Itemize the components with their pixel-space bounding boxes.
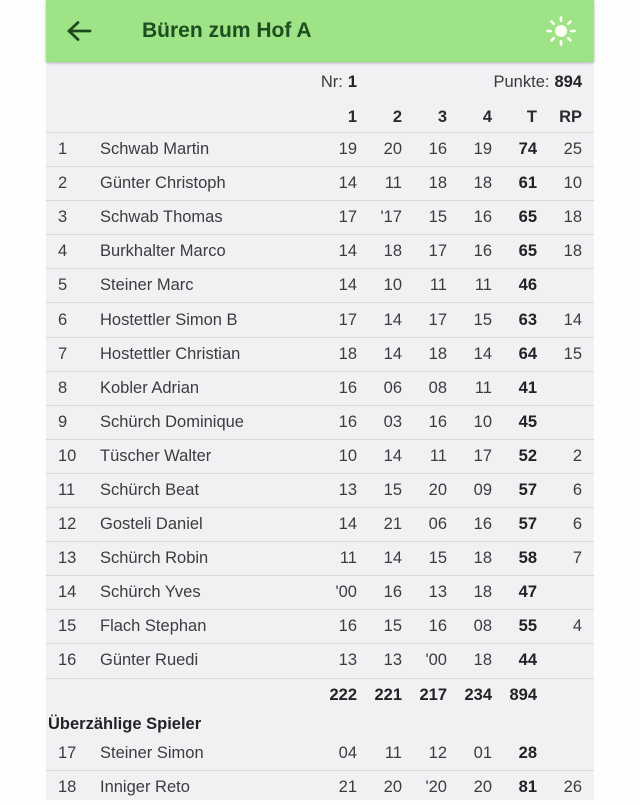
round-3-score: 15	[428, 208, 447, 227]
brightness-button[interactable]	[543, 13, 579, 49]
app-window	[46, 0, 594, 800]
round-1-score: 13	[338, 480, 357, 499]
total-score: 47	[518, 583, 537, 602]
player-name: Inniger Reto	[100, 778, 190, 797]
round-1-score: 04	[338, 743, 357, 762]
column-header-4: 4	[482, 107, 492, 126]
total-score: 57	[518, 480, 537, 499]
round-2-score: 15	[383, 617, 402, 636]
table-row	[46, 474, 594, 508]
player-name: Schürch Robin	[100, 549, 209, 568]
round-2-score: 06	[383, 378, 402, 397]
round-4-score: 01	[473, 743, 492, 762]
player-name: Schürch Dominique	[100, 412, 244, 431]
round-1-score: '00	[335, 583, 357, 602]
totals-row	[46, 679, 594, 712]
round-2-score: '17	[380, 208, 402, 227]
column-header-3: 3	[437, 107, 447, 126]
round-2-score: 14	[383, 310, 402, 329]
total-score: 55	[518, 617, 537, 636]
sun-icon	[544, 14, 578, 48]
nr-field	[58, 73, 357, 92]
total-score: 63	[518, 310, 537, 329]
table-row	[46, 201, 594, 235]
total-score: 61	[518, 174, 537, 193]
round-4-score: 20	[473, 778, 492, 797]
round-3-score: 16	[428, 140, 447, 159]
total-score: 46	[518, 276, 537, 295]
player-name: Hostettler Simon B	[100, 310, 238, 329]
column-header-rp: RP	[559, 107, 582, 126]
rp-score: 15	[563, 344, 582, 363]
app-bar	[46, 0, 594, 62]
round-1-score: 14	[338, 515, 357, 534]
player-name: Gosteli Daniel	[100, 515, 203, 534]
round-2-score: 11	[384, 743, 402, 762]
round-2-score: 16	[383, 583, 402, 602]
nr-value: 1	[347, 72, 357, 91]
rp-score: 10	[563, 174, 582, 193]
round-4-score: 15	[473, 310, 492, 329]
round-2-score: 20	[383, 140, 402, 159]
table-row	[46, 610, 594, 644]
table-row	[46, 269, 594, 303]
total-score: 57	[518, 515, 537, 534]
round-4-score: 17	[473, 446, 492, 465]
total-round-3: 217	[419, 685, 447, 704]
round-4-score: 11	[474, 378, 492, 397]
player-rank: 17	[58, 743, 77, 762]
round-2-score: 10	[383, 276, 402, 295]
round-4-score: 09	[473, 480, 492, 499]
round-3-score: 16	[428, 412, 447, 431]
round-3-score: '20	[425, 778, 447, 797]
rp-score: 14	[563, 310, 582, 329]
table-row	[46, 737, 594, 771]
round-4-score: 18	[473, 651, 492, 670]
table-row	[46, 440, 594, 474]
total-score: 58	[518, 549, 537, 568]
total-score: 64	[518, 344, 537, 363]
extra-player-list	[46, 737, 594, 805]
round-2-score: 14	[383, 549, 402, 568]
page-title: Büren zum Hof A	[142, 19, 312, 42]
player-rank: 10	[58, 446, 77, 465]
round-1-score: 16	[338, 412, 357, 431]
round-4-score: 08	[473, 617, 492, 636]
player-name: Schürch Yves	[100, 583, 201, 602]
player-name: Günter Christoph	[100, 174, 226, 193]
round-2-score: 15	[383, 480, 402, 499]
round-3-score: 20	[428, 480, 447, 499]
player-name: Schwab Martin	[100, 140, 210, 159]
round-1-score: 13	[338, 651, 357, 670]
player-name: Kobler Adrian	[100, 378, 200, 397]
round-1-score: 11	[339, 549, 357, 568]
info-row	[46, 62, 594, 102]
player-rank: 11	[58, 480, 76, 499]
round-3-score: 16	[428, 617, 447, 636]
round-3-score: 11	[429, 446, 447, 465]
round-4-score: 18	[473, 174, 492, 193]
player-rank: 12	[58, 515, 77, 534]
round-2-score: 20	[383, 778, 402, 797]
total-round-4: 234	[464, 685, 492, 704]
rp-score: 18	[563, 242, 582, 261]
table-row	[46, 235, 594, 269]
table-row	[46, 576, 594, 610]
table-row	[46, 372, 594, 406]
player-list	[46, 133, 594, 679]
back-button[interactable]	[64, 16, 94, 46]
table-row	[46, 303, 594, 337]
player-name: Schwab Thomas	[100, 208, 223, 227]
round-2-score: 18	[383, 242, 402, 261]
punkte-field	[357, 73, 582, 92]
table-row	[46, 644, 594, 678]
total-score: 65	[518, 208, 537, 227]
round-1-score: 21	[338, 778, 357, 797]
player-rank: 2	[58, 174, 68, 193]
round-3-score: 06	[428, 515, 447, 534]
table-row	[46, 338, 594, 372]
total-score: 45	[518, 412, 537, 431]
round-1-score: 18	[338, 344, 357, 363]
round-1-score: 10	[338, 446, 357, 465]
round-3-score: 12	[428, 743, 447, 762]
player-name: Hostettler Christian	[100, 344, 241, 363]
rp-score: 18	[563, 208, 582, 227]
round-1-score: 16	[338, 617, 357, 636]
player-rank: 8	[58, 378, 68, 397]
player-rank: 14	[58, 583, 77, 602]
grand-total: 894	[509, 685, 537, 704]
round-3-score: 17	[428, 242, 447, 261]
round-2-score: 21	[383, 515, 402, 534]
round-4-score: 18	[473, 549, 492, 568]
table-row	[46, 542, 594, 576]
round-3-score: 08	[428, 378, 447, 397]
round-3-score: '00	[425, 651, 447, 670]
rp-score: 25	[563, 140, 582, 159]
table-header-row	[46, 102, 594, 133]
player-rank: 6	[58, 310, 68, 329]
punkte-value: 894	[554, 72, 582, 91]
round-3-score: 13	[428, 583, 447, 602]
total-score: 65	[518, 242, 537, 261]
round-3-score: 17	[428, 310, 447, 329]
player-rank: 9	[58, 412, 68, 431]
table-row	[46, 133, 594, 167]
rp-score: 6	[572, 515, 582, 534]
round-4-score: 19	[473, 140, 492, 159]
total-score: 44	[518, 651, 537, 670]
player-rank: 1	[58, 140, 68, 159]
round-4-score: 16	[473, 242, 492, 261]
player-name: Günter Ruedi	[100, 651, 199, 670]
rp-score: 4	[572, 617, 582, 636]
round-3-score: 11	[429, 276, 447, 295]
total-score: 52	[518, 446, 537, 465]
round-4-score: 18	[473, 583, 492, 602]
round-1-score: 14	[338, 174, 357, 193]
round-1-score: 14	[338, 242, 357, 261]
round-2-score: 14	[383, 446, 402, 465]
player-rank: 5	[58, 276, 68, 295]
nr-label: Nr:	[320, 72, 343, 91]
round-4-score: 16	[473, 515, 492, 534]
punkte-label: Punkte:	[493, 72, 550, 91]
round-2-score: 03	[383, 412, 402, 431]
rp-score: 26	[563, 778, 582, 797]
round-2-score: 14	[383, 344, 402, 363]
player-name: Steiner Simon	[100, 743, 204, 762]
round-2-score: 11	[384, 174, 402, 193]
table-row	[46, 406, 594, 440]
round-4-score: 16	[473, 208, 492, 227]
extra-players-section-title: Überzählige Spieler	[48, 714, 202, 733]
rp-score: 2	[572, 446, 582, 465]
table-row	[46, 508, 594, 542]
player-rank: 18	[58, 778, 77, 797]
back-arrow-icon	[65, 19, 93, 43]
round-2-score: 13	[383, 651, 402, 670]
total-score: 41	[518, 378, 537, 397]
total-round-1: 222	[329, 685, 357, 704]
player-rank: 7	[58, 344, 68, 363]
player-name: Tüscher Walter	[100, 446, 212, 465]
round-4-score: 14	[473, 344, 492, 363]
table-row	[46, 167, 594, 201]
round-1-score: 16	[338, 378, 357, 397]
player-name: Burkhalter Marco	[100, 242, 226, 261]
player-rank: 3	[58, 208, 68, 227]
player-rank: 16	[58, 651, 77, 670]
column-header-t: T	[526, 107, 537, 126]
round-4-score: 10	[473, 412, 492, 431]
player-rank: 13	[58, 549, 77, 568]
player-name: Schürch Beat	[100, 480, 200, 499]
round-1-score: 19	[338, 140, 357, 159]
round-3-score: 15	[428, 549, 447, 568]
column-header-2: 2	[392, 107, 402, 126]
rp-score: 7	[572, 549, 582, 568]
round-1-score: 17	[338, 310, 357, 329]
player-name: Flach Stephan	[100, 617, 207, 636]
round-3-score: 18	[428, 344, 447, 363]
total-score: 74	[518, 140, 537, 159]
rp-score: 6	[572, 480, 582, 499]
round-3-score: 18	[428, 174, 447, 193]
total-round-2: 221	[374, 685, 402, 704]
round-4-score: 11	[474, 276, 492, 295]
player-name: Steiner Marc	[100, 276, 194, 295]
total-score: 81	[518, 778, 537, 797]
player-rank: 15	[58, 617, 77, 636]
column-header-1: 1	[347, 107, 357, 126]
total-score: 28	[518, 743, 537, 762]
round-1-score: 14	[338, 276, 357, 295]
player-rank: 4	[58, 242, 68, 261]
round-1-score: 17	[338, 208, 357, 227]
